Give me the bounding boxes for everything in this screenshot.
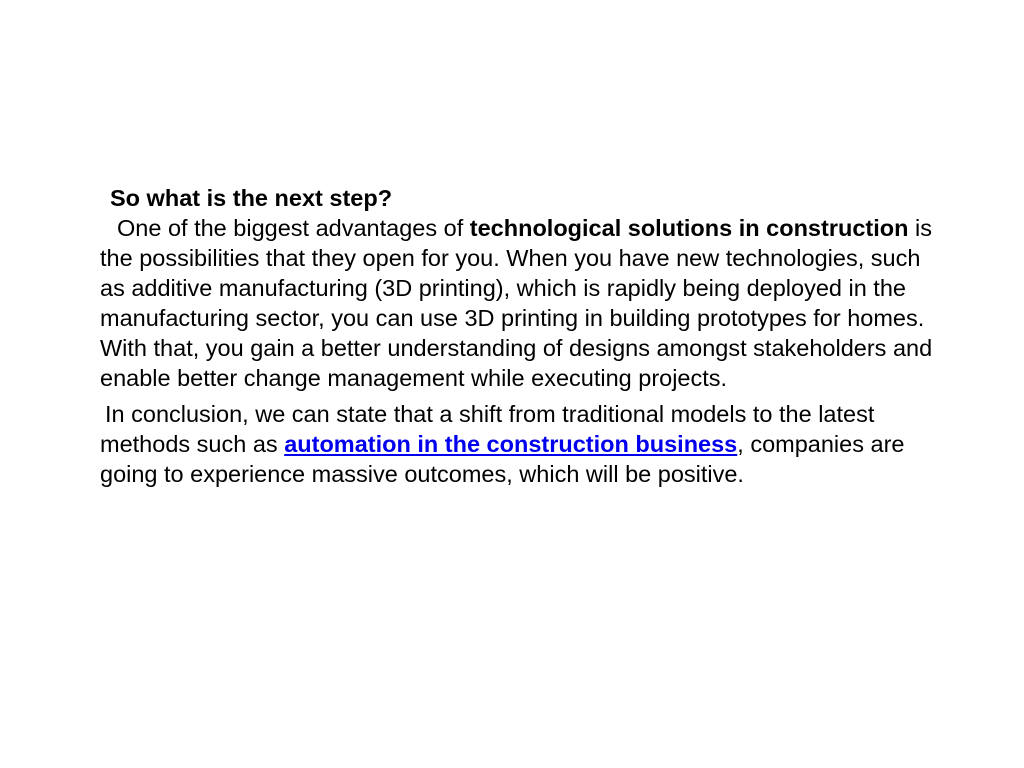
automation-link[interactable]: automation in the construction business (284, 431, 738, 457)
paragraph-advantages-rest: is the possibilities that they open for you. When you have new technologies, such as additive manufacturing (3D printing), which is rapidly being deployed in the manufacturing sector, you can use 3D printing in building prototypes for homes. With that, you gain a better understanding of designs amongst stakeholders and enable better change management while executing projects. (100, 215, 933, 391)
paragraph-conclusion-rest: , companies are going to experience massive outcomes, which will be positive. (100, 431, 905, 487)
bold-phrase-technological-solutions: technological solutions in construction (469, 215, 909, 241)
paragraph-advantages (100, 213, 950, 393)
paragraph-conclusion-lead: In conclusion, we can state that a shift from traditional models to the latest methods such as (100, 401, 875, 457)
paragraph-advantages-lead: One of the biggest advantages of (117, 215, 470, 241)
slide-heading: So what is the next step? (110, 185, 393, 211)
paragraph-conclusion (100, 399, 950, 489)
slide-content (100, 183, 950, 495)
